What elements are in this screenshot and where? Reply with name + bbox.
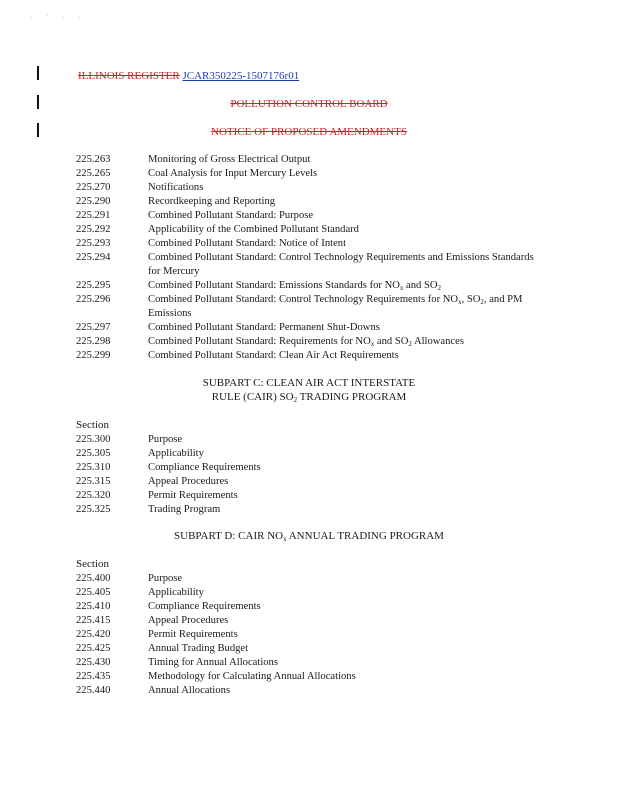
section-title: Combined Pollutant Standard: Clean Air Act Requirements [148, 350, 399, 361]
section-number: 225.405 [76, 587, 111, 598]
scan-specks: · ˙ · · [30, 14, 87, 22]
section-title: Combined Pollutant Standard: Emissions Standards for $NO_x$ and $SO_2$ [148, 280, 442, 292]
section-title: Combined Pollutant Standard: Permanent Shut-Downs [148, 322, 380, 333]
section-title: Monitoring of Gross Electrical Output [148, 154, 311, 165]
section-title: Appeal Procedures [148, 476, 229, 487]
section-title: Permit Requirements [148, 490, 238, 501]
section-title: Applicability of the Combined Pollutant Standard [148, 224, 359, 235]
section-number: 225.440 [76, 685, 111, 696]
section-title: Combined Pollutant Standard: Notice of Intent [148, 238, 347, 249]
section-row [76, 461, 548, 475]
section-number: 225.305 [76, 448, 111, 459]
subpart-d-section-label: Section [76, 558, 109, 570]
section-row [76, 251, 548, 279]
subpart-c-heading-2: RULE (CAIR) $SO_2$ TRADING PROGRAM [211, 391, 407, 404]
section-row [76, 279, 548, 293]
register-struck: ILLINOIS REGISTER [78, 70, 180, 82]
section-number: 225.299 [76, 350, 111, 361]
section-row [76, 237, 548, 251]
subpart-c-heading-1: SUBPART C: CLEAN AIR ACT INTERSTATE [202, 377, 416, 389]
section-title: Coal Analysis for Input Mercury Levels [148, 168, 318, 179]
section-number: 225.298 [76, 336, 111, 347]
section-number: 225.430 [76, 657, 111, 668]
section-row [76, 475, 548, 489]
section-title: Annual Allocations [148, 685, 231, 696]
section-number: 225.265 [76, 168, 111, 179]
section-title: Notifications [148, 182, 204, 193]
section-title: Annual Trading Budget [148, 643, 249, 654]
section-number: 225.400 [76, 573, 111, 584]
section-title: Purpose [148, 573, 183, 584]
section-number: 225.297 [76, 322, 111, 333]
section-number: 225.325 [76, 504, 111, 515]
section-title: Combined Pollutant Standard: Purpose [148, 210, 314, 221]
section-number: 225.263 [76, 154, 111, 165]
section-number: 225.291 [76, 210, 111, 221]
section-title: Purpose [148, 434, 183, 445]
section-number: 225.295 [76, 280, 111, 291]
section-row [76, 223, 548, 237]
board-heading: POLLUTION CONTROL BOARD [230, 98, 388, 110]
section-row [76, 642, 548, 656]
section-number: 225.293 [76, 238, 111, 249]
section-number: 225.315 [76, 476, 111, 487]
section-title: Applicability [148, 448, 204, 459]
section-title: Appeal Procedures [148, 615, 229, 626]
section-title: Applicability [148, 587, 204, 598]
section-title: Permit Requirements [148, 629, 238, 640]
section-title: Trading Program [148, 504, 221, 515]
section-row [76, 209, 548, 223]
section-number: 225.290 [76, 196, 111, 207]
section-row [76, 670, 548, 684]
section-row [76, 293, 548, 321]
section-row [76, 321, 548, 335]
section-number: 225.425 [76, 643, 111, 654]
section-row [76, 656, 548, 670]
section-row [76, 489, 548, 503]
subpart-c-section-label: Section [76, 419, 109, 431]
revision-bar [37, 66, 39, 80]
section-number: 225.292 [76, 224, 111, 235]
section-row [76, 572, 548, 586]
register-inserted: JCAR350225-1507176r01 [182, 70, 300, 82]
notice-heading: NOTICE OF PROPOSED AMENDMENTS [211, 126, 407, 138]
section-number: 225.320 [76, 490, 111, 501]
section-row [76, 195, 548, 209]
section-number: 225.296 [76, 294, 111, 305]
section-title: Combined Pollutant Standard: Control Technology Requirements and Emissions Standards for Mercury [148, 252, 534, 277]
section-number: 225.300 [76, 434, 111, 445]
section-title: Combined Pollutant Standard: Control Technology Requirements for $NO_x$, $SO_2$, and PM Emissions [148, 294, 523, 319]
section-row [76, 614, 548, 628]
section-title: Recordkeeping and Reporting [148, 196, 276, 207]
section-title: Compliance Requirements [148, 601, 261, 612]
section-title: Combined Pollutant Standard: Requirements for $NO_x$ and $SO_2$ Allowances [148, 336, 464, 348]
section-title: Compliance Requirements [148, 462, 261, 473]
section-number: 225.415 [76, 615, 111, 626]
section-number: 225.420 [76, 629, 111, 640]
section-number: 225.310 [76, 462, 111, 473]
subpart-d-heading: SUBPART D: CAIR $NO_x$ ANNUAL TRADING PROGRAM [174, 530, 444, 543]
section-row [76, 503, 548, 517]
section-row [76, 447, 548, 461]
section-row [76, 335, 548, 349]
section-row [76, 684, 548, 698]
section-title: Methodology for Calculating Annual Allocations [148, 671, 356, 682]
section-row [76, 167, 548, 181]
section-number: 225.270 [76, 182, 111, 193]
section-row [76, 628, 548, 642]
section-number: 225.435 [76, 671, 111, 682]
section-row [76, 181, 548, 195]
section-row [76, 600, 548, 614]
section-number: 225.294 [76, 252, 111, 263]
section-row [76, 153, 548, 167]
register-header [78, 70, 299, 82]
section-row [76, 586, 548, 600]
section-number: 225.410 [76, 601, 111, 612]
section-title: Timing for Annual Allocations [148, 657, 278, 668]
section-row [76, 349, 548, 363]
section-row [76, 433, 548, 447]
